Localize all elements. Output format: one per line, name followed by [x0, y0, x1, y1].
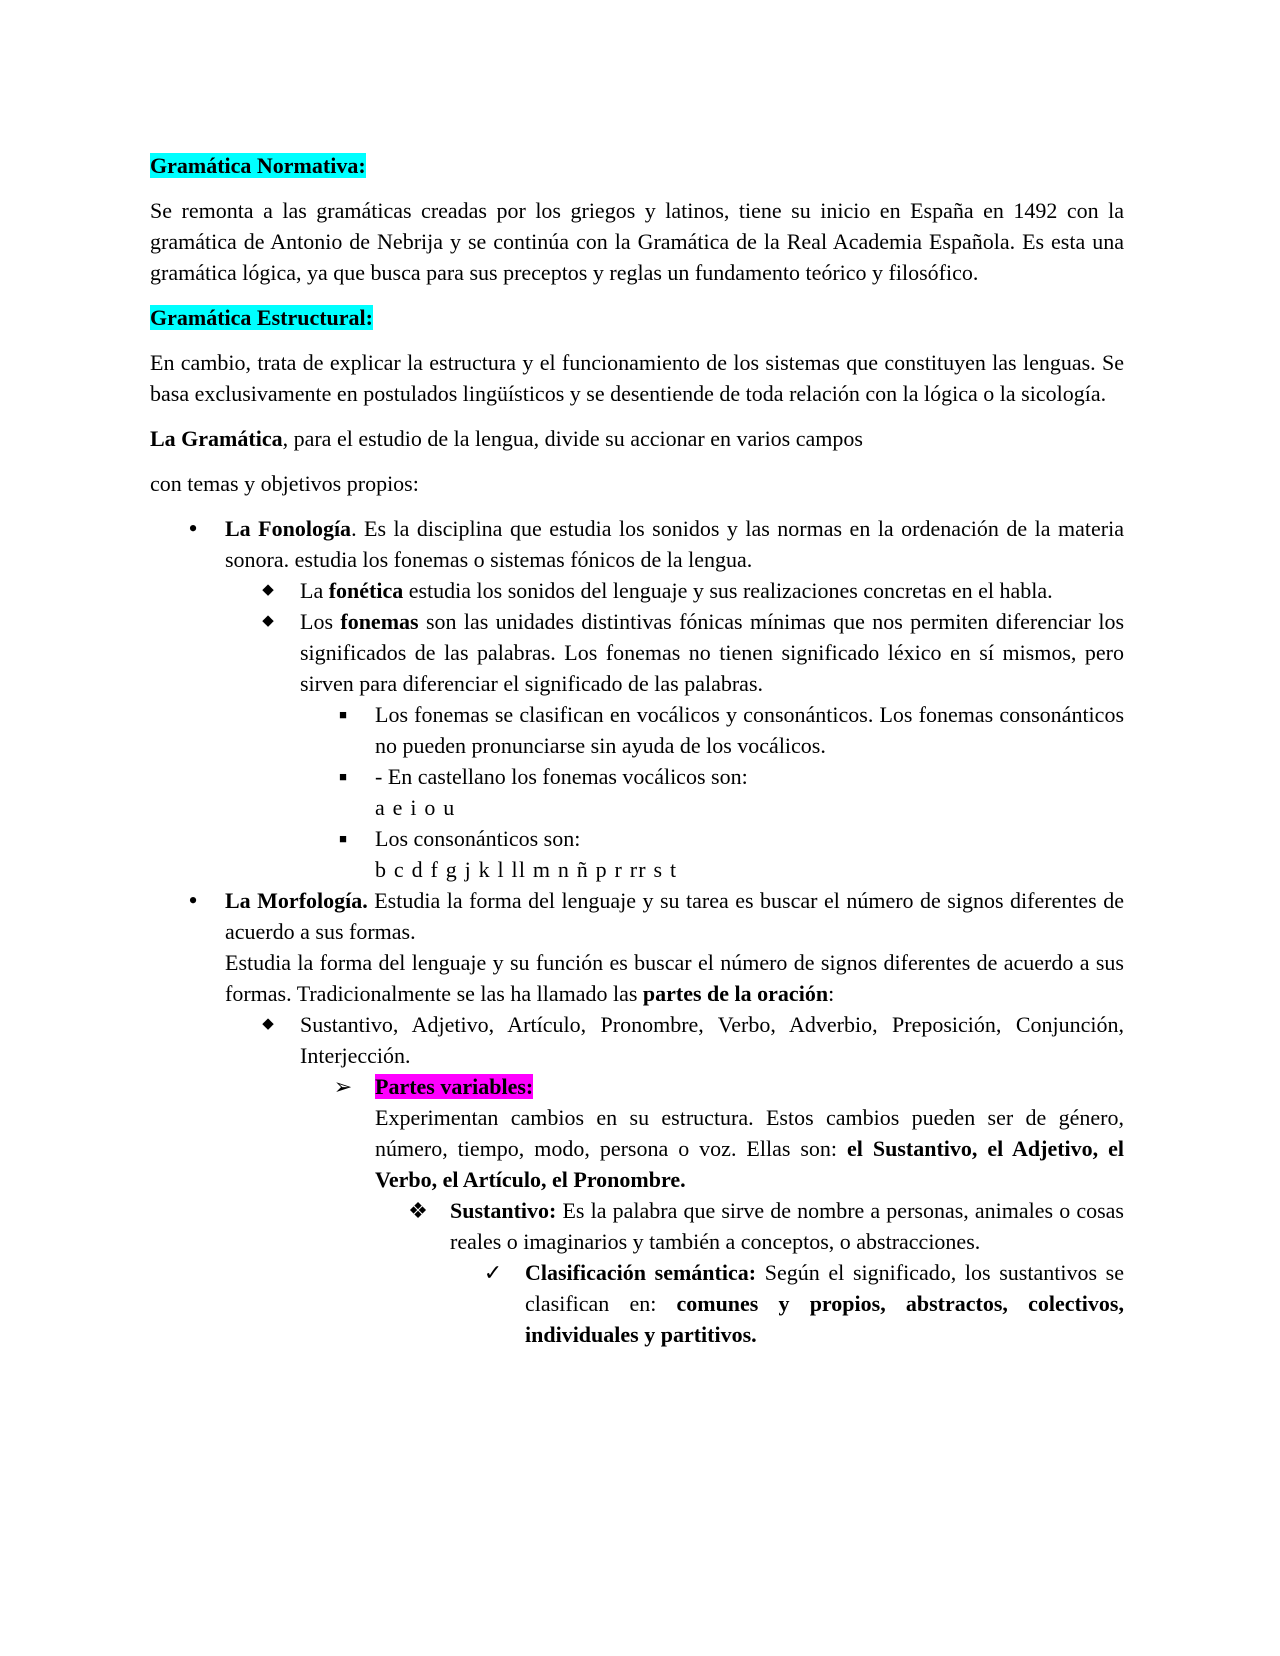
variables-bold: el Sustantivo, el Adjetivo, el Verbo, el Artículo, el Pronombre. [375, 1136, 1124, 1192]
gramatica-rest: , para el estudio de la lengua, divide su accionar en varios campos [282, 426, 863, 451]
list-item-partes-variables [333, 1071, 1124, 1102]
morfologia-p2: Estudia la forma del lenguaje y su función es buscar el número de signos diferentes de acuerdo a sus formas. Tradicionalmente se las ha llamado las [225, 950, 1124, 1006]
heading-normativa-text: Gramática Normativa: [150, 153, 366, 178]
paragraph-gramatica [150, 423, 1124, 454]
fonemas-bold: fonemas [340, 609, 419, 634]
heading-estructural-text: Gramática Estructural: [150, 305, 373, 330]
sustantivo-rest: Es la palabra que sirve de nombre a personas, animales o cosas reales o imaginarios y también a conceptos, o abstracciones. [450, 1198, 1124, 1254]
variables-text: Experimentan cambios en su estructura. Estos cambios pueden ser de género, número, tiempo, modo, persona o voz. Ellas son: [375, 1105, 1124, 1161]
arrow-bullet-icon: ➢ [333, 1074, 353, 1099]
clasificacion-end-bold: comunes y propios, abstractos, colectivos, individuales y partitivos. [525, 1291, 1124, 1347]
list-item-morfologia [188, 885, 1124, 947]
partes-oracion-bold: partes de la oración [642, 981, 829, 1006]
list-item-partes [262, 1009, 1124, 1071]
bullet-square-icon: ■ [339, 707, 347, 722]
list-item-fonemas-clasificacion [339, 699, 1124, 761]
bullet-square-icon: ■ [339, 831, 347, 846]
fonemas-rest: son las unidades distintivas fónicas mínimas que nos permiten diferenciar los significados de las palabras. Los fonemas no tienen significado léxico en sí mismos, pero sirven para diferenciar el significado de las palabras. [300, 609, 1125, 696]
vocalicos-letters: a e i o u [375, 795, 456, 820]
bullet-diamond-icon: ◆ [262, 582, 274, 598]
partes-text: Sustantivo, Adjetivo, Artículo, Pronombre, Verbo, Adverbio, Preposición, Conjunción, Interjección. [300, 1012, 1124, 1068]
fonologia-rest: . Es la disciplina que estudia los sonidos y las normas en la ordenación de la materia sonora. estudia los fonemas o sistemas fónicos de la lengua. [225, 516, 1124, 572]
sustantivo-bold: Sustantivo: [450, 1198, 557, 1223]
paragraph-temas: con temas y objetivos propios: [150, 471, 419, 496]
list-item-fonemas [262, 606, 1125, 699]
fonemas-pre: Los [300, 609, 341, 634]
consonanticos-text: Los consonánticos son: [375, 826, 581, 851]
bullet-dot-icon: • [188, 886, 198, 915]
fonetica-bold: fonética [328, 578, 404, 603]
four-diamond-bullet-icon: ❖ [408, 1198, 428, 1223]
fonologia-bold: La Fonología [225, 516, 352, 541]
paragraph-normativa: Se remonta a las gramáticas creadas por los griegos y latinos, tiene su inicio en España en 1492 con la gramática de Antonio de Nebrija y se continúa con la Gramática de la Real Academia Española. Es esta una gramática lógica, ya que busca para sus preceptos y reglas un fundamento teórico y filosófico. [150, 198, 1124, 285]
document-body [150, 150, 1124, 1350]
fonemas-clasificacion-text: Los fonemas se clasifican en vocálicos y consonánticos. Los fonemas consonánticos no pueden pronunciarse sin ayuda de los vocálicos. [375, 702, 1124, 758]
clasificacion-rest: Según el significado, los sustantivos se clasifican en: [525, 1260, 1124, 1316]
bullet-diamond-icon: ◆ [262, 613, 274, 629]
bullet-dot-icon: • [188, 514, 198, 543]
list-item-fonetica [262, 575, 1124, 606]
fonetica-rest: estudia los sonidos del lenguaje y sus realizaciones concretas en el habla. [403, 578, 1053, 603]
gramatica-bold: La Gramática [150, 426, 283, 451]
morfologia-rest: Estudia la forma del lenguaje y su tarea es buscar el número de signos diferentes de acuerdo a sus formas. [225, 888, 1124, 944]
partes-variables-label: Partes variables: [375, 1074, 534, 1099]
partes-variables-paragraph [375, 1102, 1124, 1195]
check-bullet-icon: ✓ [483, 1260, 503, 1285]
fonetica-pre: La [300, 578, 329, 603]
vocalicos-text: - En castellano los fonemas vocálicos son: [375, 764, 748, 789]
list-item-vocalicos [339, 761, 1124, 823]
morfologia-bold: La Morfología. [225, 888, 368, 913]
bullet-diamond-icon: ◆ [262, 1016, 274, 1032]
morfologia-paragraph [225, 947, 1124, 1009]
list-item-clasificacion [483, 1257, 1124, 1350]
list-item-fonologia [188, 513, 1124, 575]
morfologia-p2-end: : [828, 981, 835, 1006]
heading-normativa [150, 150, 1124, 181]
consonanticos-letters: b c d f g j k l ll m n ñ p r rr s t [375, 857, 678, 882]
bullet-square-icon: ■ [339, 769, 347, 784]
list-item-sustantivo [408, 1195, 1124, 1257]
paragraph-estructural: En cambio, trata de explicar la estructura y el funcionamiento de los sistemas que constituyen las lenguas. Se basa exclusivamente en postulados lingüísticos y se desentiende de toda relación con la lógica o la sicología. [150, 350, 1124, 406]
heading-estructural [150, 302, 1124, 333]
clasificacion-bold: Clasificación semántica: [525, 1260, 757, 1285]
list-item-consonanticos [339, 823, 1124, 885]
